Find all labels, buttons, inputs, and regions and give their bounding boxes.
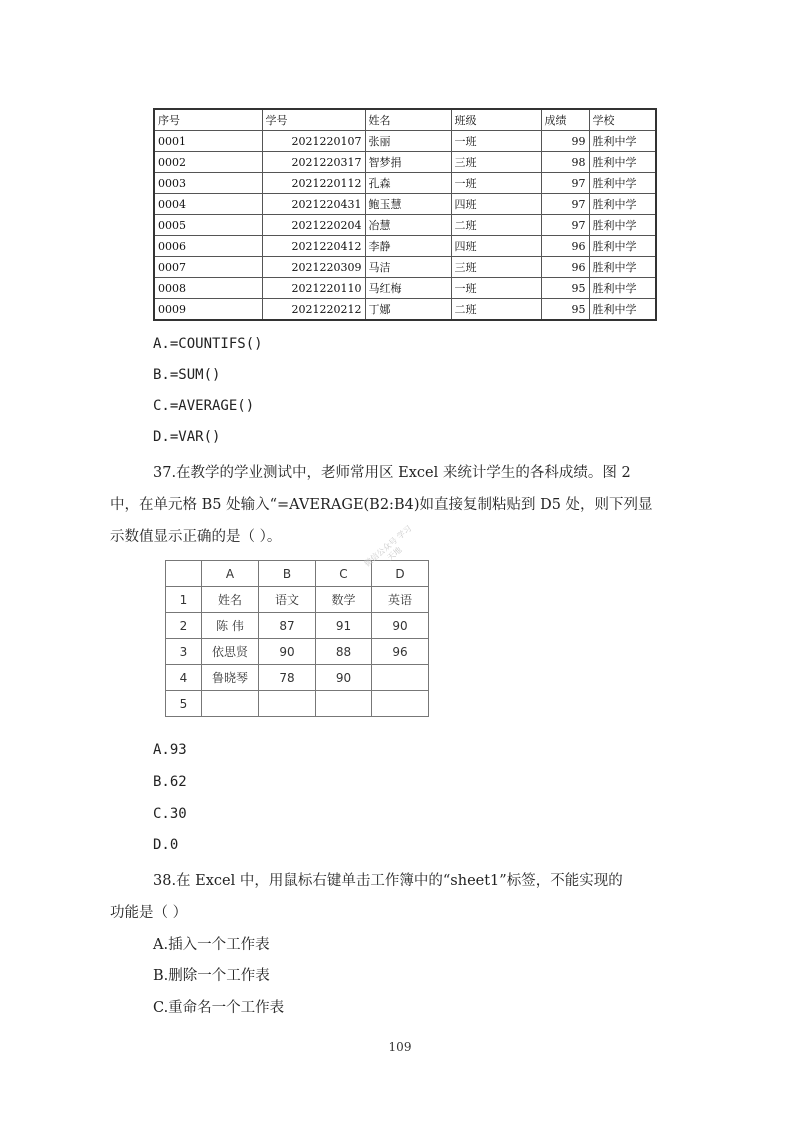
column-header-cell: C	[316, 561, 372, 587]
table-row	[154, 257, 656, 278]
table-cell: 0009	[154, 299, 262, 321]
q37-text-line3: 示数值显示正确的是（ ）。	[110, 529, 282, 545]
table-row	[154, 278, 656, 299]
row-number-cell: 3	[166, 639, 202, 665]
table-cell: 胜利中学	[589, 215, 656, 236]
page-number: 109	[388, 1040, 412, 1054]
table-cell: 0002	[154, 152, 262, 173]
table-cell: 李静	[365, 236, 451, 257]
column-header-row	[166, 561, 429, 587]
q38-option-b: B.删除一个工作表	[153, 968, 270, 984]
table-cell: 0008	[154, 278, 262, 299]
table-header-row	[154, 109, 656, 131]
table-cell: 2021220309	[262, 257, 365, 278]
table-cell: 胜利中学	[589, 194, 656, 215]
row-number-cell: 4	[166, 665, 202, 691]
row-number-cell: 1	[166, 587, 202, 613]
table-cell: 95	[541, 278, 589, 299]
table-cell: 2021220317	[262, 152, 365, 173]
q37-option-b: B.62	[153, 774, 187, 790]
table-row	[154, 236, 656, 257]
table-cell	[202, 691, 259, 717]
header-cell: 学号	[262, 109, 365, 131]
table-cell: 马红梅	[365, 278, 451, 299]
q37-text-line2: 中，在单元格 B5 处输入“=AVERAGE(B2:B4)如直接复制粘贴到 D5 处，则下列显	[110, 497, 653, 513]
table-cell: 0005	[154, 215, 262, 236]
table-cell: 二班	[451, 215, 541, 236]
table-row	[166, 587, 429, 613]
table-row	[166, 691, 429, 717]
watermark: 微信公众号 学习天地	[362, 523, 414, 569]
table-row	[154, 173, 656, 194]
q36-option-c: C.=AVERAGE()	[153, 398, 255, 414]
table-cell: 英语	[372, 587, 429, 613]
header-cell: 序号	[154, 109, 262, 131]
table-cell: 0003	[154, 173, 262, 194]
table-cell	[316, 691, 372, 717]
table-cell: 97	[541, 215, 589, 236]
table-cell: 鲍玉慧	[365, 194, 451, 215]
table-cell: 2021220112	[262, 173, 365, 194]
table-row	[166, 665, 429, 691]
table-cell: 胜利中学	[589, 299, 656, 321]
q37-option-c: C.30	[153, 806, 187, 822]
q37-text-line1: 37.在教学的学业测试中，老师常用区 Excel 来统计学生的各科成绩。图 2	[153, 465, 631, 481]
q37-option-a: A.93	[153, 742, 187, 758]
table-cell: 一班	[451, 278, 541, 299]
table-cell: 2021220431	[262, 194, 365, 215]
table-cell: 胜利中学	[589, 152, 656, 173]
table-cell	[372, 665, 429, 691]
q38-option-a: A.插入一个工作表	[153, 937, 270, 953]
table-cell: 二班	[451, 299, 541, 321]
table-cell: 98	[541, 152, 589, 173]
q36-option-d: D.=VAR()	[153, 429, 221, 445]
table-cell: 2021220204	[262, 215, 365, 236]
table-cell: 马洁	[365, 257, 451, 278]
table-cell: 胜利中学	[589, 278, 656, 299]
table-cell	[259, 691, 316, 717]
table-cell: 97	[541, 194, 589, 215]
table-cell: 0007	[154, 257, 262, 278]
table-cell: 张丽	[365, 131, 451, 152]
header-cell: 姓名	[365, 109, 451, 131]
table-cell: 语文	[259, 587, 316, 613]
table-cell: 90	[372, 613, 429, 639]
table-cell: 2021220212	[262, 299, 365, 321]
table-cell: 96	[541, 236, 589, 257]
table-cell: 78	[259, 665, 316, 691]
row-number-cell: 5	[166, 691, 202, 717]
table-cell: 姓名	[202, 587, 259, 613]
q36-option-a: A.=COUNTIFS()	[153, 336, 263, 352]
table-cell: 胜利中学	[589, 257, 656, 278]
table-cell: 一班	[451, 173, 541, 194]
table-row	[154, 299, 656, 321]
table-cell: 冶慧	[365, 215, 451, 236]
table-cell: 96	[372, 639, 429, 665]
table-row	[154, 152, 656, 173]
table-cell: 一班	[451, 131, 541, 152]
table-row	[154, 194, 656, 215]
q38-option-c: C.重命名一个工作表	[153, 1000, 285, 1016]
row-number-cell: 2	[166, 613, 202, 639]
excel-grade-table	[165, 560, 429, 717]
table-cell: 孔森	[365, 173, 451, 194]
table-cell: 96	[541, 257, 589, 278]
q36-option-b: B.=SUM()	[153, 367, 221, 383]
q38-text-line2: 功能是（ ）	[110, 905, 188, 921]
table-cell: 88	[316, 639, 372, 665]
header-cell: 学校	[589, 109, 656, 131]
table-cell: 95	[541, 299, 589, 321]
table-cell: 97	[541, 173, 589, 194]
table-cell	[372, 691, 429, 717]
column-header-cell: D	[372, 561, 429, 587]
table-cell: 0001	[154, 131, 262, 152]
header-cell: 班级	[451, 109, 541, 131]
table-row	[166, 639, 429, 665]
table-cell: 91	[316, 613, 372, 639]
table-cell: 90	[316, 665, 372, 691]
table-row	[154, 215, 656, 236]
table-row	[166, 613, 429, 639]
table-cell: 2021220412	[262, 236, 365, 257]
table-cell: 数学	[316, 587, 372, 613]
q37-option-d: D.0	[153, 837, 179, 853]
table-row	[154, 131, 656, 152]
table-cell: 87	[259, 613, 316, 639]
table-cell: 丁娜	[365, 299, 451, 321]
table-cell: 胜利中学	[589, 131, 656, 152]
table-cell: 依思贤	[202, 639, 259, 665]
table-cell: 90	[259, 639, 316, 665]
table-cell: 2021220107	[262, 131, 365, 152]
table-cell: 2021220110	[262, 278, 365, 299]
table-cell: 0004	[154, 194, 262, 215]
header-cell: 成绩	[541, 109, 589, 131]
column-header-cell: A	[202, 561, 259, 587]
table-cell: 四班	[451, 194, 541, 215]
table-cell: 胜利中学	[589, 236, 656, 257]
column-header-cell: B	[259, 561, 316, 587]
table-cell: 三班	[451, 257, 541, 278]
table-cell: 胜利中学	[589, 173, 656, 194]
table-cell: 0006	[154, 236, 262, 257]
table-cell: 三班	[451, 152, 541, 173]
table-cell: 鲁晓琴	[202, 665, 259, 691]
table-cell: 陈 伟	[202, 613, 259, 639]
column-header-cell	[166, 561, 202, 587]
table-cell: 智梦捐	[365, 152, 451, 173]
q38-text-line1: 38.在 Excel 中，用鼠标右键单击工作簿中的“sheet1”标签，不能实现的	[153, 873, 623, 889]
table-cell: 99	[541, 131, 589, 152]
student-score-table	[153, 108, 657, 321]
table-cell: 四班	[451, 236, 541, 257]
